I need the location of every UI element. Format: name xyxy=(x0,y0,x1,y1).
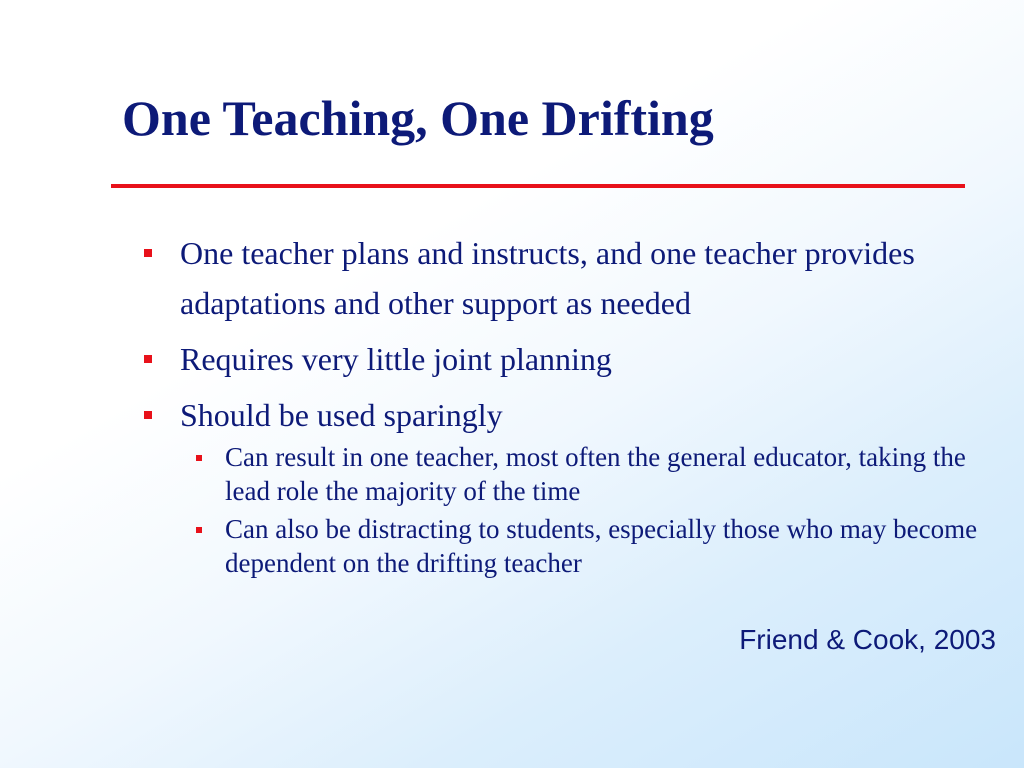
sub-bullet-text: Can result in one teacher, most often the general educator, taking the lead role the majority of the time xyxy=(225,442,966,506)
square-bullet-icon xyxy=(144,411,152,419)
title-underline xyxy=(111,184,965,188)
bullet-text: One teacher plans and instructs, and one teacher provides adaptations and other support as needed xyxy=(180,235,915,321)
sub-bullet-item xyxy=(186,440,980,508)
square-bullet-icon xyxy=(144,355,152,363)
sub-bullet-text: Can also be distracting to students, especially those who may become dependent on the drifting teacher xyxy=(225,514,978,578)
bullet-item xyxy=(140,334,980,384)
square-bullet-icon xyxy=(144,249,152,257)
small-square-bullet-icon xyxy=(196,455,202,461)
sub-bullet-item xyxy=(186,512,980,580)
small-square-bullet-icon xyxy=(196,527,202,533)
sub-bullet-list xyxy=(140,440,980,580)
bullet-text: Requires very little joint planning xyxy=(180,341,612,377)
bullet-item xyxy=(140,228,980,328)
bullet-item xyxy=(140,390,980,440)
bullet-text: Should be used sparingly xyxy=(180,397,503,433)
citation: Friend & Cook, 2003 xyxy=(739,624,996,655)
bullet-list xyxy=(140,228,980,584)
slide-title: One Teaching, One Drifting xyxy=(122,90,714,146)
